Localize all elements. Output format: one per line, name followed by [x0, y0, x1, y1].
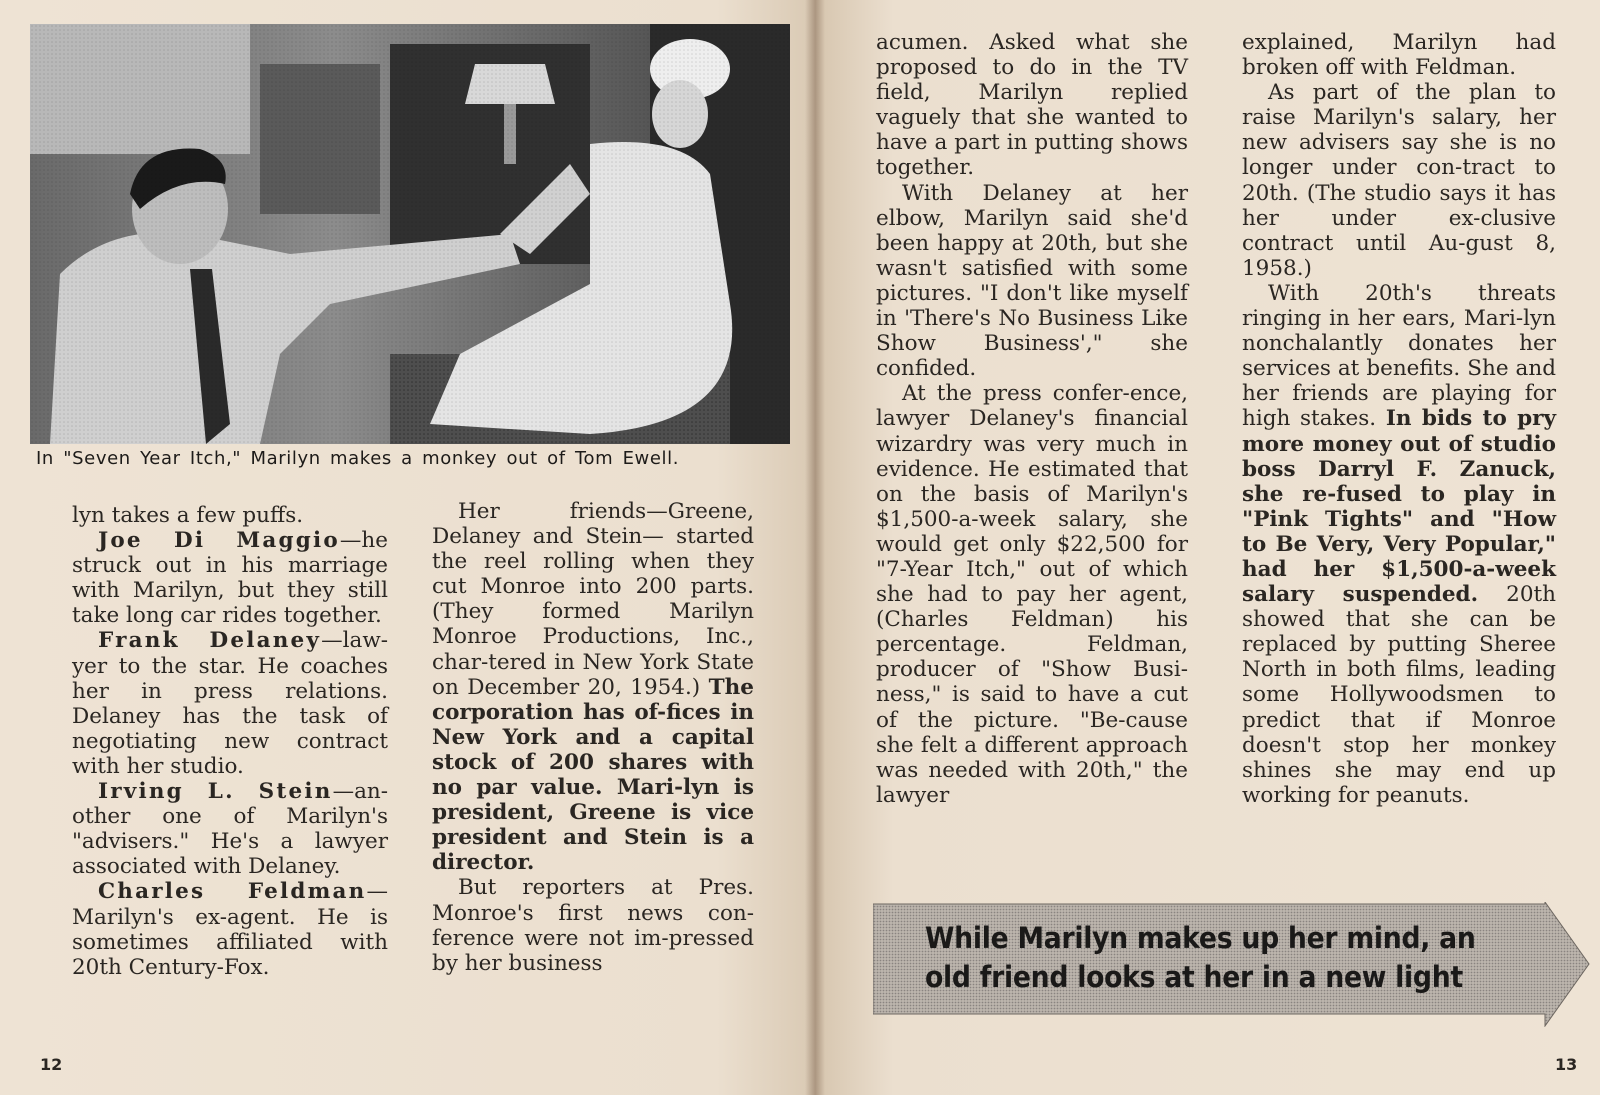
banner-text: [925, 919, 1495, 997]
paragraph-text: With 20th's threats ringing in her ears, Mari-lyn nonchalantly donates her services at benefits. She and her friends are playing for high stakes.: [1242, 280, 1556, 432]
paragraph: [72, 528, 388, 628]
film-still-illustration: [30, 24, 790, 444]
bold-text: The corporation has of-fices in New York and a capital stock of 200 shares with no par value. Mari-lyn is president, Greene is vice president and Stein is a director.: [432, 674, 754, 876]
film-still-photo: [30, 24, 790, 444]
person-name: Irving L. Stein: [98, 779, 333, 805]
page-number-left: 12: [40, 1055, 63, 1074]
paragraph-text: Her friends—Greene, Delaney and Stein— started the reel rolling when they cut Monroe into 200 parts. (They formed Marilyn Monroe Productions, Inc., char-tered in New York State on December 20, 1954.): [432, 499, 754, 700]
article-column-4: [1242, 30, 1556, 808]
paragraph: [432, 499, 754, 875]
photo-caption: In "Seven Year Itch," Marilyn makes a monkey out of Tom Ewell.: [36, 448, 680, 469]
book-gutter: [805, 0, 825, 1095]
paragraph: [1242, 80, 1556, 281]
paragraph-text: As part of the plan to raise Marilyn's salary, her new advisers say she is no longer under con-tract to 20th. (The studio says it has her under ex-clusive contract until Au-gust 8, 1958.): [1242, 80, 1556, 281]
person-name: Frank Delaney: [98, 628, 322, 654]
continued-arrow-banner: [873, 902, 1593, 1027]
article-column-3: [876, 30, 1188, 808]
page-number-right: 13: [1555, 1055, 1578, 1074]
paragraph-text: —he struck out in his marriage with Marilyn, but they still take long car rides together.: [72, 528, 388, 629]
paragraph-text: lyn takes a few puffs.: [72, 503, 304, 528]
banner-line-1: While Marilyn makes up her mind, an: [925, 921, 1476, 955]
article-column-1: [72, 503, 388, 980]
paragraph-text: But reporters at Pres. Monroe's first news con-ference were not im-pressed by her business: [432, 875, 754, 976]
paragraph: [1242, 30, 1556, 80]
paragraph: [876, 30, 1188, 181]
paragraph: [876, 381, 1188, 808]
paragraph-text: — Marilyn's ex-agent. He is sometimes affiliated with 20th Century-Fox.: [72, 879, 388, 980]
paragraph: [876, 181, 1188, 382]
article-column-2: [432, 499, 754, 976]
paragraph-text: At the press confer-ence, lawyer Delaney's financial wizardry was very much in evidence. He estimated that on the basis of Marilyn's $1,500-a-week salary, she would get only $22,500 for "7-Year Itch," out of which she had to pay her agent, (Charles Feldman) his percentage. Feldman, producer of "Show Busi-ness," is said to have a cut of the picture. "Be-cause she felt a different approach was needed with 20th," the lawyer: [876, 381, 1188, 808]
banner-line-2: old friend looks at her in a new light: [925, 960, 1463, 994]
paragraph-text: With Delaney at her elbow, Marilyn said she'd been happy at 20th, but she wasn't satisfied with some pictures. "I don't like myself in 'There's No Business Like Show Business'," she confided.: [876, 180, 1188, 382]
bold-text: In bids to pry more money out of studio boss Darryl F. Zanuck, she re-fused to play in "Pink Tights" and "How to Be Very, Very Popular," had her $1,500-a-week salary suspended.: [1242, 406, 1556, 608]
paragraph-text: explained, Marilyn had broken off with Feldman.: [1242, 30, 1556, 81]
person-name: Charles Feldman: [98, 879, 367, 905]
paragraph-text: —an-other one of Marilyn's "advisers." He's a lawyer associated with Delaney.: [72, 779, 388, 880]
person-name: Joe Di Maggio: [98, 528, 340, 554]
paragraph-text: —law-yer to the star. He coaches her in press relations. Delaney has the task of negotiating new contract with her studio.: [72, 628, 388, 779]
paragraph: [1242, 281, 1556, 808]
paragraph: [72, 779, 388, 879]
paragraph-text: 20th showed that she can be replaced by putting Sheree North in both films, leading some Hollywoodsmen to predict that if Monroe doesn't stop her monkey shines she may end up working for peanuts.: [1242, 582, 1556, 808]
paragraph: [432, 875, 754, 975]
paragraph: [72, 503, 388, 528]
paragraph-text: acumen. Asked what she proposed to do in the TV field, Marilyn replied vaguely that she wanted to have a part in putting shows together.: [876, 30, 1188, 181]
paragraph: [72, 628, 388, 779]
paragraph: [72, 879, 388, 979]
